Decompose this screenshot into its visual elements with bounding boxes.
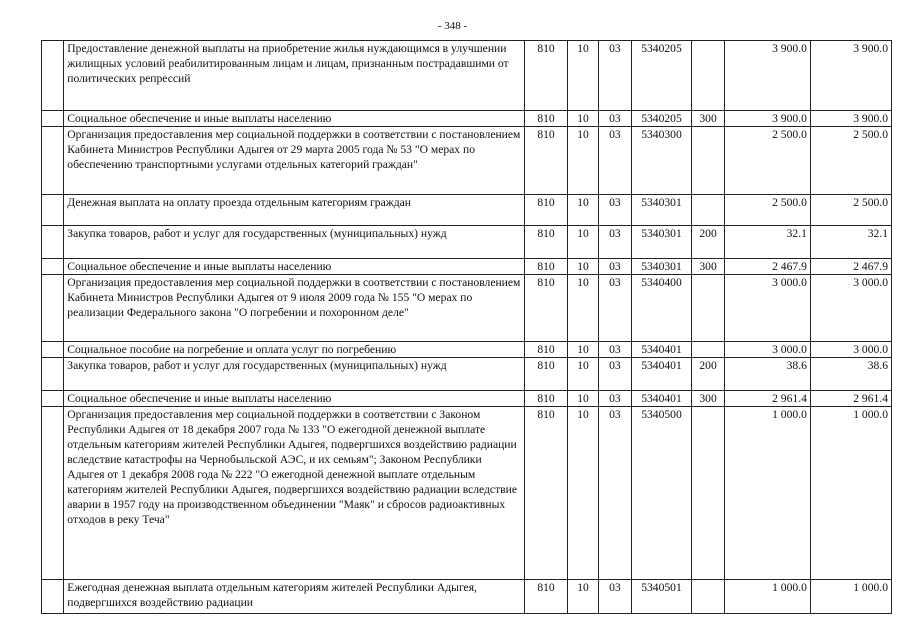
row-rz: 10 xyxy=(567,226,598,259)
budget-table xyxy=(41,40,892,614)
row-csr: 5340205 xyxy=(631,41,692,111)
row-rz: 10 xyxy=(567,127,598,195)
row-grbs: 810 xyxy=(525,358,568,391)
row-name: Предоставление денежной выплаты на приобретение жилья нуждающимся в улучшении жилищных условий реабилитированным лицам и лицам, признанным пострадавшими от политических репрессий xyxy=(64,41,525,111)
row-pr: 03 xyxy=(599,259,631,275)
row-sum-1: 1 000.0 xyxy=(724,580,810,614)
row-name: Денежная выплата на оплату проезда отдельным категориям граждан xyxy=(64,195,525,226)
table-row xyxy=(42,195,892,226)
row-rz: 10 xyxy=(567,407,598,580)
row-csr: 5340401 xyxy=(631,342,692,358)
table-row xyxy=(42,259,892,275)
row-sum-1: 32.1 xyxy=(724,226,810,259)
row-rz: 10 xyxy=(567,275,598,342)
row-grbs: 810 xyxy=(525,195,568,226)
table-row xyxy=(42,41,892,111)
row-rz: 10 xyxy=(567,195,598,226)
row-rz: 10 xyxy=(567,358,598,391)
row-index-cell xyxy=(42,41,64,111)
row-pr: 03 xyxy=(599,41,631,111)
row-sum-2: 3 900.0 xyxy=(810,41,891,111)
row-vr xyxy=(692,342,724,358)
row-sum-1: 3 000.0 xyxy=(724,275,810,342)
row-rz: 10 xyxy=(567,342,598,358)
row-sum-2: 1 000.0 xyxy=(810,407,891,580)
table-row xyxy=(42,111,892,127)
row-csr: 5340501 xyxy=(631,580,692,614)
row-pr: 03 xyxy=(599,358,631,391)
row-vr: 200 xyxy=(692,358,724,391)
row-grbs: 810 xyxy=(525,259,568,275)
row-pr: 03 xyxy=(599,342,631,358)
row-sum-2: 32.1 xyxy=(810,226,891,259)
row-sum-2: 2 500.0 xyxy=(810,195,891,226)
row-csr: 5340300 xyxy=(631,127,692,195)
row-csr: 5340301 xyxy=(631,226,692,259)
row-csr: 5340205 xyxy=(631,111,692,127)
row-sum-1: 1 000.0 xyxy=(724,407,810,580)
row-vr: 300 xyxy=(692,259,724,275)
row-grbs: 810 xyxy=(525,41,568,111)
row-sum-1: 2 500.0 xyxy=(724,195,810,226)
row-sum-1: 38.6 xyxy=(724,358,810,391)
row-name: Социальное обеспечение и иные выплаты населению xyxy=(64,111,525,127)
table-row xyxy=(42,391,892,407)
row-rz: 10 xyxy=(567,111,598,127)
row-pr: 03 xyxy=(599,580,631,614)
row-name: Организация предоставления мер социальной поддержки в соответствии с постановлением Кабинета Министров Республики Адыгея от 9 июля 2009 года № 155 "О мерах по реализации Федерального закона "О погребении и похоронном деле" xyxy=(64,275,525,342)
row-index-cell xyxy=(42,226,64,259)
table-row xyxy=(42,407,892,580)
row-pr: 03 xyxy=(599,226,631,259)
row-grbs: 810 xyxy=(525,580,568,614)
row-sum-2: 3 000.0 xyxy=(810,275,891,342)
row-grbs: 810 xyxy=(525,275,568,342)
row-index-cell xyxy=(42,391,64,407)
row-sum-2: 3 900.0 xyxy=(810,111,891,127)
table-row xyxy=(42,358,892,391)
table-row xyxy=(42,580,892,614)
row-grbs: 810 xyxy=(525,407,568,580)
table-row xyxy=(42,342,892,358)
row-sum-1: 2 500.0 xyxy=(724,127,810,195)
row-pr: 03 xyxy=(599,407,631,580)
row-name: Закупка товаров, работ и услуг для государственных (муниципальных) нужд xyxy=(64,226,525,259)
row-sum-1: 3 900.0 xyxy=(724,41,810,111)
row-csr: 5340301 xyxy=(631,195,692,226)
row-vr xyxy=(692,275,724,342)
row-sum-2: 1 000.0 xyxy=(810,580,891,614)
row-pr: 03 xyxy=(599,111,631,127)
row-csr: 5340500 xyxy=(631,407,692,580)
row-grbs: 810 xyxy=(525,391,568,407)
row-index-cell xyxy=(42,407,64,580)
row-name: Ежегодная денежная выплата отдельным категориям жителей Республики Адыгея, подвергшихся воздействию радиации xyxy=(64,580,525,614)
row-csr: 5340401 xyxy=(631,391,692,407)
row-sum-1: 2 961.4 xyxy=(724,391,810,407)
row-vr xyxy=(692,127,724,195)
row-index-cell xyxy=(42,195,64,226)
row-vr: 200 xyxy=(692,226,724,259)
row-name: Закупка товаров, работ и услуг для государственных (муниципальных) нужд xyxy=(64,358,525,391)
row-rz: 10 xyxy=(567,391,598,407)
row-index-cell xyxy=(42,342,64,358)
row-vr xyxy=(692,195,724,226)
row-name: Социальное пособие на погребение и оплата услуг по погребению xyxy=(64,342,525,358)
row-index-cell xyxy=(42,580,64,614)
row-sum-2: 2 961.4 xyxy=(810,391,891,407)
table-row xyxy=(42,275,892,342)
row-name: Социальное обеспечение и иные выплаты населению xyxy=(64,259,525,275)
row-index-cell xyxy=(42,358,64,391)
row-vr xyxy=(692,407,724,580)
row-csr: 5340400 xyxy=(631,275,692,342)
row-grbs: 810 xyxy=(525,111,568,127)
row-grbs: 810 xyxy=(525,127,568,195)
row-sum-2: 2 467.9 xyxy=(810,259,891,275)
row-vr xyxy=(692,580,724,614)
row-csr: 5340301 xyxy=(631,259,692,275)
row-sum-1: 3 000.0 xyxy=(724,342,810,358)
row-rz: 10 xyxy=(567,41,598,111)
row-rz: 10 xyxy=(567,580,598,614)
row-pr: 03 xyxy=(599,127,631,195)
table-row xyxy=(42,127,892,195)
row-index-cell xyxy=(42,111,64,127)
row-sum-1: 3 900.0 xyxy=(724,111,810,127)
page-number: - 348 - xyxy=(437,20,468,32)
row-vr: 300 xyxy=(692,391,724,407)
row-name: Организация предоставления мер социальной поддержки в соответствии с постановлением Кабинета Министров Республики Адыгея от 29 марта 2005 года № 53 "О мерах по обеспечению транспортными услугами отдельных категорий граждан" xyxy=(64,127,525,195)
row-grbs: 810 xyxy=(525,226,568,259)
row-sum-1: 2 467.9 xyxy=(724,259,810,275)
row-grbs: 810 xyxy=(525,342,568,358)
row-sum-2: 3 000.0 xyxy=(810,342,891,358)
row-csr: 5340401 xyxy=(631,358,692,391)
row-index-cell xyxy=(42,275,64,342)
row-pr: 03 xyxy=(599,275,631,342)
row-vr xyxy=(692,41,724,111)
row-index-cell xyxy=(42,259,64,275)
row-pr: 03 xyxy=(599,195,631,226)
row-index-cell xyxy=(42,127,64,195)
row-rz: 10 xyxy=(567,259,598,275)
row-name: Социальное обеспечение и иные выплаты населению xyxy=(64,391,525,407)
row-pr: 03 xyxy=(599,391,631,407)
table-row xyxy=(42,226,892,259)
row-vr: 300 xyxy=(692,111,724,127)
row-sum-2: 38.6 xyxy=(810,358,891,391)
row-sum-2: 2 500.0 xyxy=(810,127,891,195)
row-name: Организация предоставления мер социальной поддержки в соответствии с Законом Республики Адыгея от 18 декабря 2007 года № 133 "О ежегодной денежной выплате отдельным категориям жителей Республики Адыгея, подвергшихся воздействию радиации вследствие катастрофы на Чернобыльской АЭС, и их семьям"; Законом Республики Адыгея от 1 декабря 2008 года № 222 "О ежегодной денежной выплате отдельным категориям жителей Республики Адыгея, подвергшихся воздействию радиации вследствие аварии в 1957 году на производственном объединении "Маяк" и сбросов радиоактивных отходов в реку Теча" xyxy=(64,407,525,580)
